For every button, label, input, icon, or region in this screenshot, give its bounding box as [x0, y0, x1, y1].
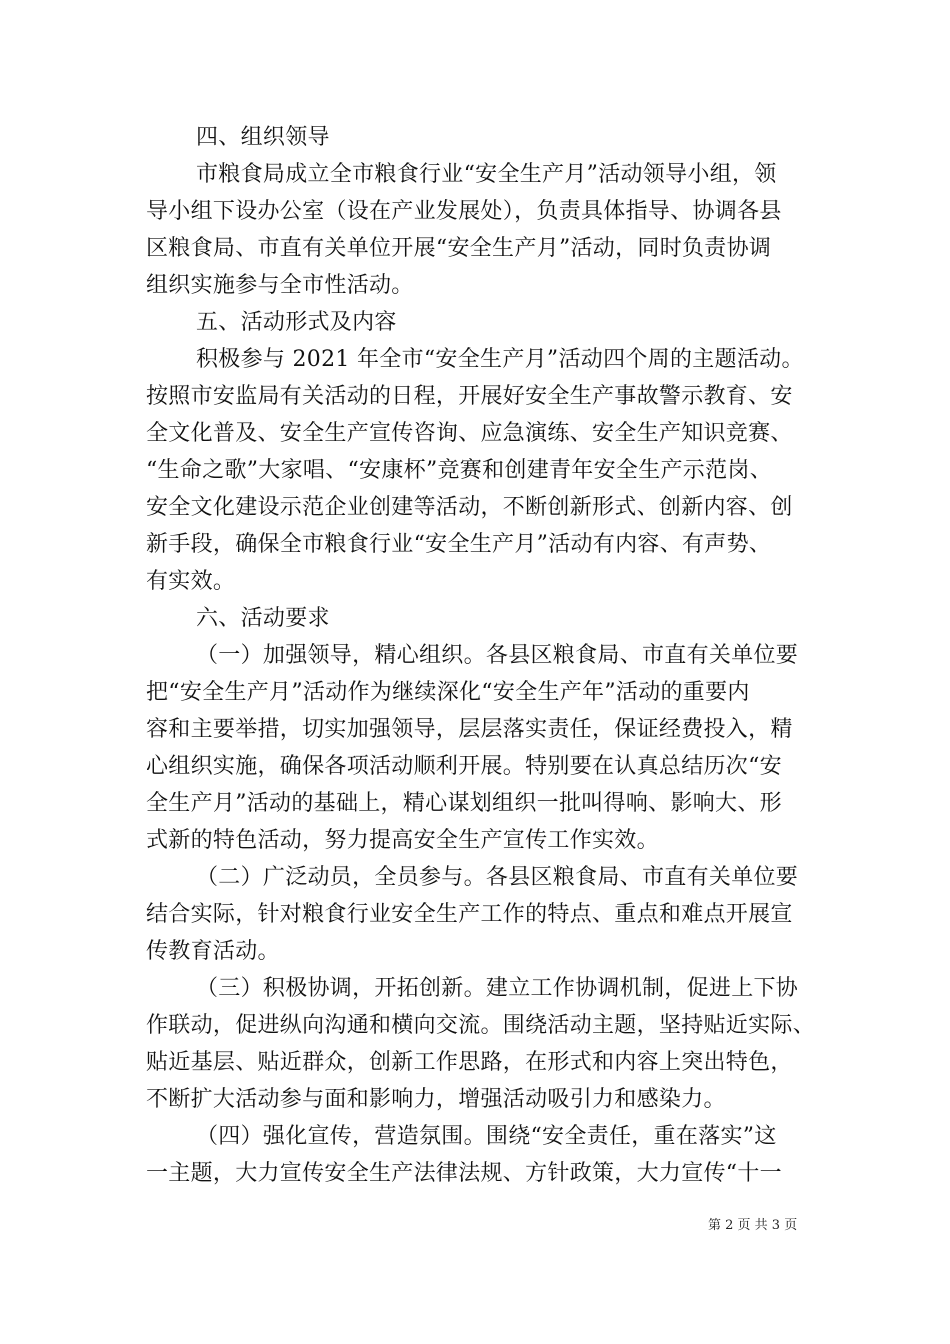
paragraph-line: 传教育活动。 [146, 939, 280, 964]
paragraph-line: 全文化普及、安全生产宣传咨询、应急演练、安全生产知识竞赛、 [146, 421, 793, 446]
page-number: 第 2 页 共 3 页 [708, 1218, 798, 1233]
paragraph-line: 贴近基层、贴近群众，创新工作思路，在形式和内容上突出特色， [146, 1050, 793, 1075]
paragraph-line: 心组织实施，确保各项活动顺利开展。特别要在认真总结历次“安 [146, 754, 782, 779]
paragraph-line: 式新的特色活动，努力提高安全生产宣传工作实效。 [146, 828, 659, 853]
paragraph-line: 组织实施参与全市性活动。 [146, 273, 414, 298]
paragraph-line: 全生产月”活动的基础上，精心谋划组织一批叫得响、影响大、形 [146, 791, 782, 816]
paragraph-line: 安全文化建设示范企业创建等活动，不断创新形式、创新内容、创 [146, 495, 793, 520]
paragraph-line: 市粮食局成立全市粮食行业“安全生产月”活动领导小组，领 [196, 162, 777, 187]
heading-activity-form: 五、活动形式及内容 [196, 310, 397, 335]
paragraph-line: 区粮食局、市直有关单位开展“安全生产月”活动，同时负责协调 [146, 236, 772, 261]
paragraph-line: 作联动，促进纵向沟通和横向交流。围绕活动主题，坚持贴近实际、 [146, 1013, 816, 1038]
paragraph-line: 有实效。 [146, 569, 236, 594]
paragraph-line: 不断扩大活动参与面和影响力，增强活动吸引力和感染力。 [146, 1087, 726, 1112]
paragraph-line: （三）积极协调，开拓创新。建立工作协调机制，促进上下协 [196, 976, 799, 1001]
paragraph-line: 新手段，确保全市粮食行业“安全生产月”活动有内容、有声势、 [146, 532, 772, 557]
paragraph-line: （一）加强领导，精心组织。各县区粮食局、市直有关单位要 [196, 643, 799, 668]
paragraph-line: 按照市安监局有关活动的日程，开展好安全生产事故警示教育、安 [146, 384, 793, 409]
paragraph-line: 结合实际，针对粮食行业安全生产工作的特点、重点和难点开展宣 [146, 902, 793, 927]
paragraph-line: （二）广泛动员，全员参与。各县区粮食局、市直有关单位要 [196, 865, 799, 890]
paragraph-line: 导小组下设办公室（设在产业发展处），负责具体指导、协调各县 [146, 199, 782, 224]
paragraph-line: （四）强化宣传，营造氛围。围绕“安全责任，重在落实”这 [196, 1124, 777, 1149]
paragraph-line: 积极参与 2021 年全市“安全生产月”活动四个周的主题活动。 [196, 347, 804, 372]
heading-activity-requirements: 六、活动要求 [196, 606, 330, 631]
paragraph-line: 把“安全生产月”活动作为继续深化“安全生产年”活动的重要内 [146, 680, 750, 705]
paragraph-line: “生命之歌”大家唱、“安康杯”竞赛和创建青年安全生产示范岗、 [146, 458, 772, 483]
paragraph-line: 一主题，大力宣传安全生产法律法规、方针政策，大力宣传“十一 [146, 1161, 782, 1186]
paragraph-line: 容和主要举措，切实加强领导，层层落实责任，保证经费投入，精 [146, 717, 793, 742]
heading-organization: 四、组织领导 [196, 125, 330, 150]
